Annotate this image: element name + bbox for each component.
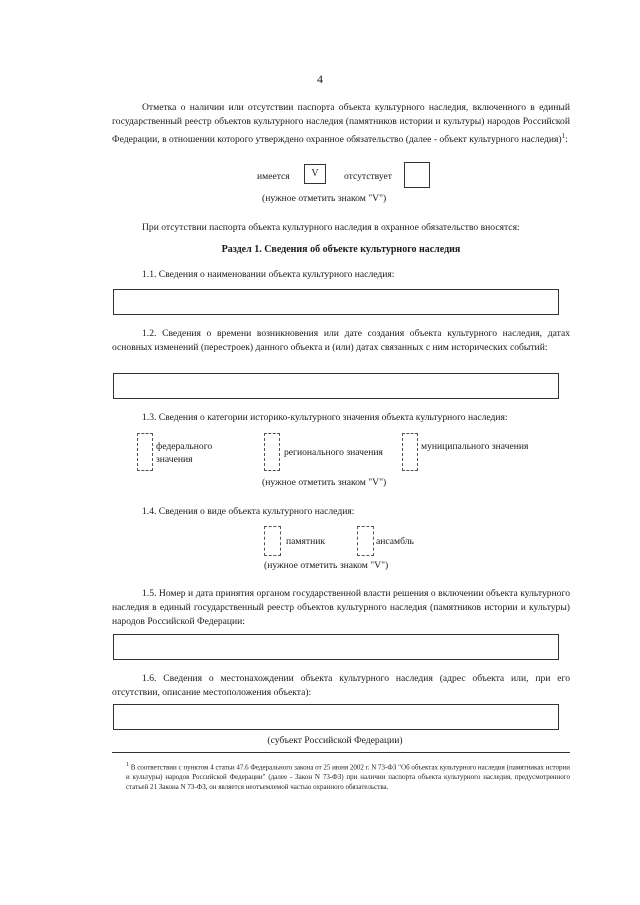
absence-text: При отсутствии паспорта объекта культурного наследия в охранное обязательство вносятся: (142, 222, 520, 233)
passport-exists-checkbox[interactable]: V (304, 164, 326, 184)
regional-label: регионального значения (284, 447, 383, 458)
page-number: 4 (317, 72, 323, 86)
footnote (126, 760, 570, 792)
intro-footnote-ref[interactable]: 1 (561, 132, 566, 140)
item-1-2-label: 1.2. Сведения о времени возникновения или дате создания объекта культурного наследия, датах основных изменений (перестроек) данного объекта и (или) датах связанных с ним исторических событий: (112, 328, 570, 353)
kind-hint: (нужное отметить знаком "V") (264, 560, 389, 571)
footnote-divider (112, 752, 570, 753)
item-1-1-label: 1.1. Сведения о наименовании объекта культурного наследия: (142, 269, 395, 280)
federal-checkbox[interactable] (137, 433, 153, 471)
name-field[interactable] (113, 289, 559, 315)
intro-text: Отметка о наличии или отсутствии паспорта объекта культурного наследия, включенного в единый государственный реестр объектов культурного наследия (памятников истории и культуры) народов Российской Федерации, в отношении которого утверждено охранное обязательство (далее - объект культурного наследия) (112, 102, 570, 146)
federal-label: федерального значения (156, 441, 213, 465)
passport-absent-checkbox[interactable] (404, 162, 430, 188)
item-1-6-label: 1.6. Сведения о местонахождении объекта культурного наследия (адрес объекта или, при его отсутствии, описание местоположения объекта): (112, 673, 570, 698)
item-1-5-label: 1.5. Номер и дата принятия органом государственной власти решения о включении объекта культурного наследия в единый государственный реестр объектов культурного наследия (памятников истории и культуры) народов Российской Федерации: (112, 588, 570, 627)
municipal-checkbox[interactable] (402, 433, 418, 471)
intro-colon: : (565, 134, 568, 146)
footnote-text: В соответствии с пунктом 4 статьи 47.6 Федерального закона от 25 июня 2002 г. N 73-ФЗ "Об объектах культурного наследия (памятниках истории и культуры) народов Российской Федерации" (далее - Закон N 73-ФЗ) при наличии паспорта объекта культурного наследия, предусмотренного статьей 21 Закона N 73-ФЗ, он является неотъемлемой частью охранного обязательства. (126, 763, 571, 792)
category-hint: (нужное отметить знаком "V") (262, 477, 387, 488)
register-decision-field[interactable] (113, 634, 559, 660)
section1-title: Раздел 1. Сведения об объекте культурного наследия (221, 244, 461, 255)
location-field[interactable] (113, 704, 559, 730)
footnote-mark: 1 (126, 762, 129, 768)
item-1-4-label: 1.4. Сведения о виде объекта культурного наследия: (142, 506, 355, 517)
monument-label: памятник (286, 536, 325, 547)
ensemble-checkbox[interactable] (357, 526, 374, 556)
item-1-3-label: 1.3. Сведения о категории историко-культурного значения объекта культурного наследия: (142, 412, 508, 423)
passport-absent-label: отсутствует (344, 171, 392, 182)
intro-paragraph (112, 101, 570, 147)
monument-checkbox[interactable] (264, 526, 281, 556)
subject-caption: (субъект Российской Федерации) (267, 735, 403, 746)
ensemble-label: ансамбль (376, 536, 414, 547)
passport-hint: (нужное отметить знаком "V") (262, 193, 387, 204)
regional-checkbox[interactable] (264, 433, 280, 471)
municipal-label: муниципального значения (421, 441, 529, 452)
dates-field[interactable] (113, 373, 559, 399)
passport-exists-label: имеется (257, 171, 290, 182)
